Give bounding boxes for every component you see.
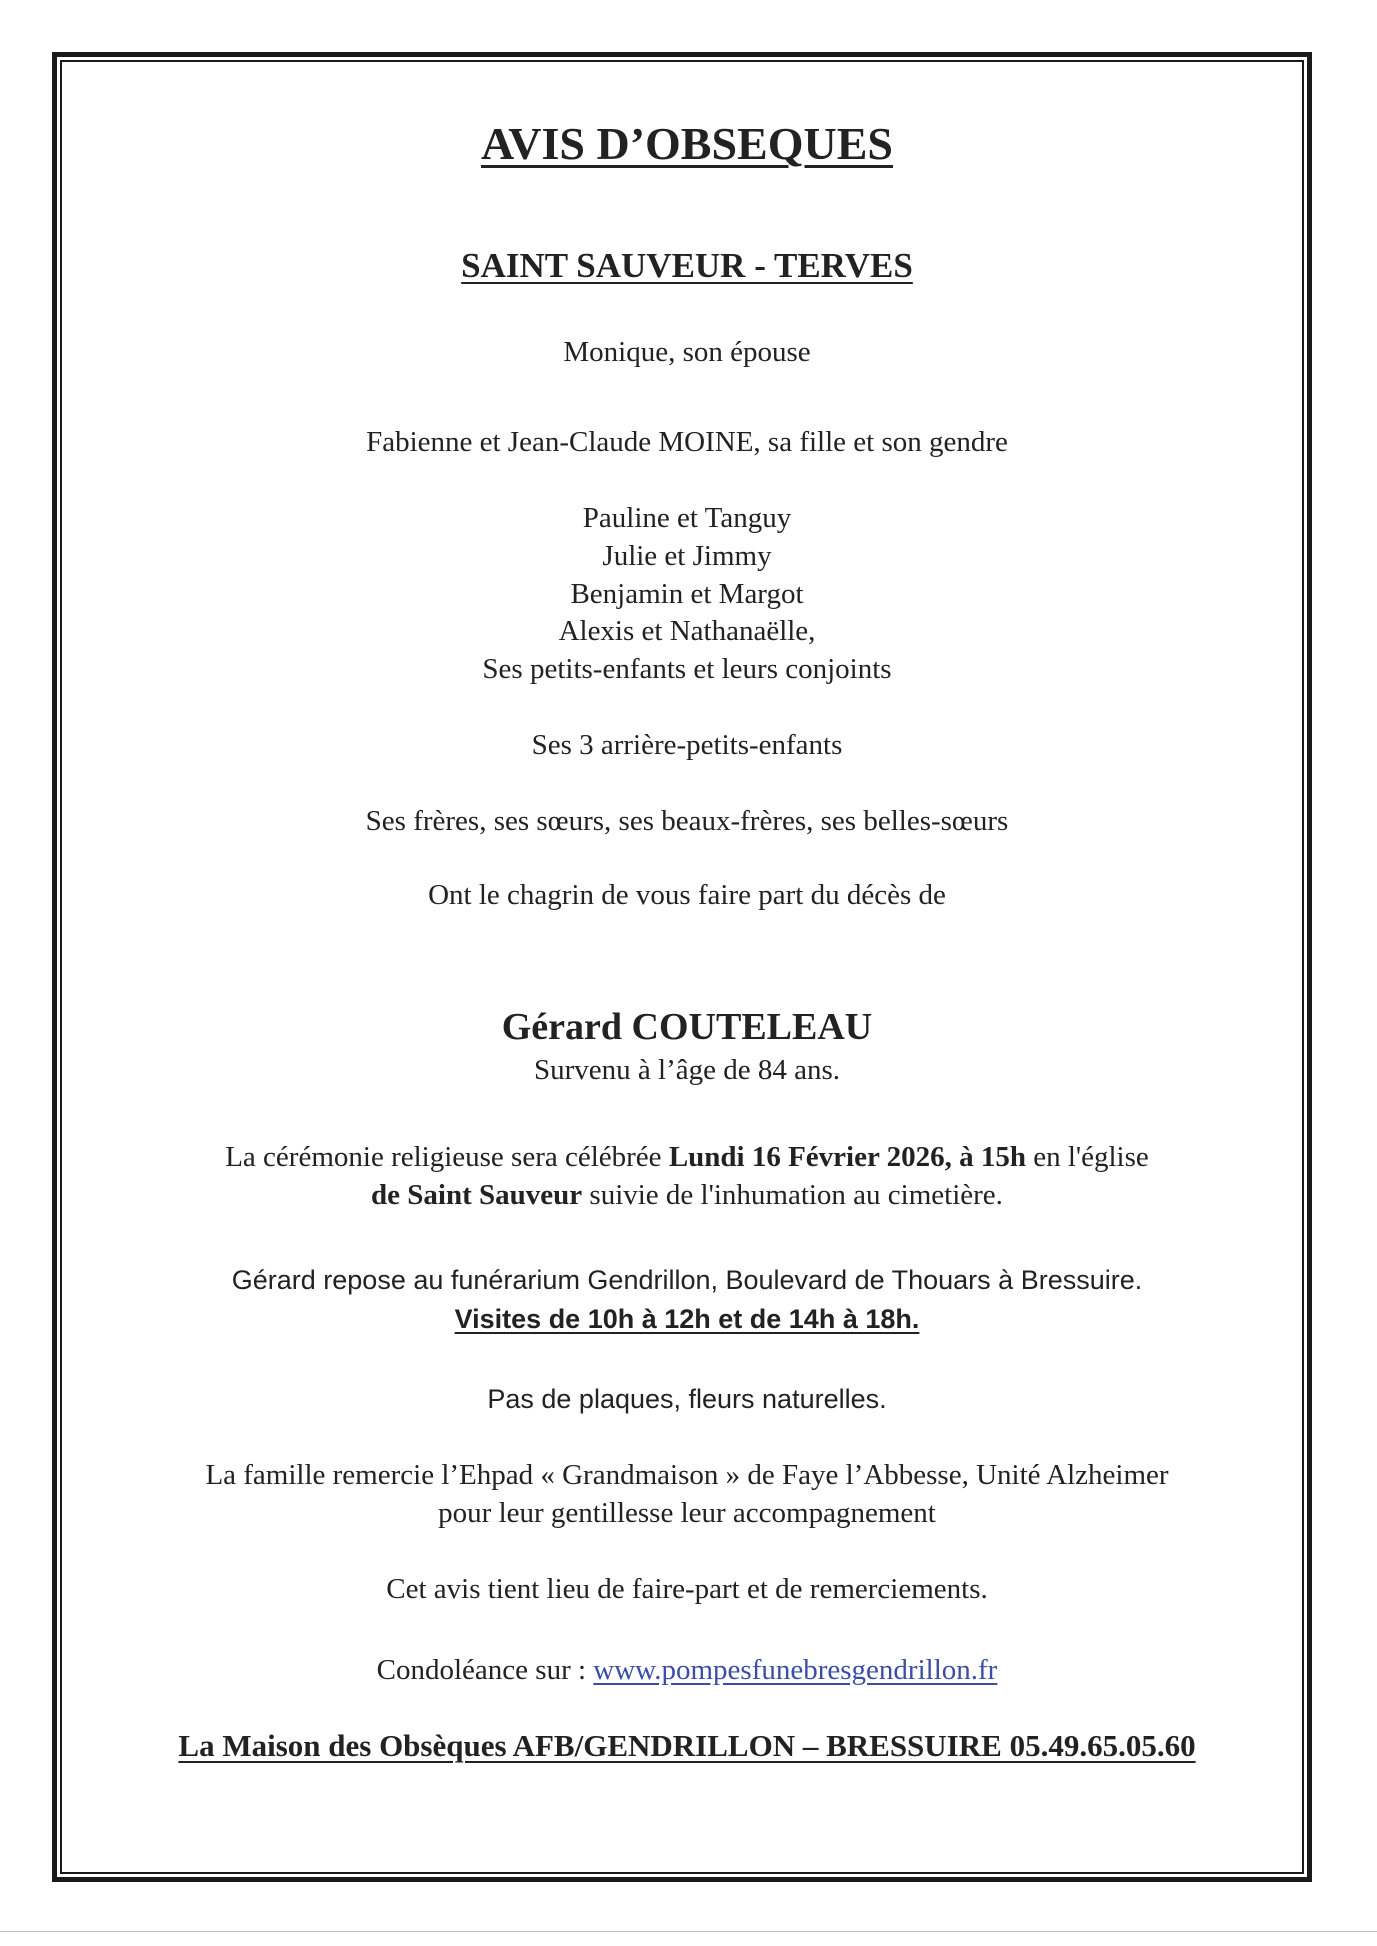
funerarium-line: Gérard repose au funérarium Gendrillon, Boulevard de Thouars à Bressuire. bbox=[231, 1265, 1143, 1295]
ceremony-line-1 bbox=[70, 1138, 1304, 1176]
condolence-line bbox=[70, 1651, 1304, 1689]
visits-line: Visites de 10h à 12h et de 14h à 18h. bbox=[454, 1304, 920, 1334]
ceremony-text: en l'église bbox=[1025, 1141, 1149, 1173]
grandchildren-line: Benjamin et Margot bbox=[570, 578, 804, 610]
condolence-link[interactable]: www.pompesfunebresgendrillon.fr bbox=[593, 1654, 998, 1686]
deceased-age: Survenu à l’âge de 84 ans. bbox=[533, 1054, 840, 1086]
daughter-line: Fabienne et Jean-Claude MOINE, sa fille et son gendre bbox=[366, 426, 1008, 458]
ceremony-date: Lundi 16 Février 2026, à 15h bbox=[668, 1141, 1026, 1173]
siblings-line: Ses frères, ses sœurs, ses beaux-frères, ses belles-sœurs bbox=[365, 805, 1009, 837]
announcement-line: Ont le chagrin de vous faire part du décès de bbox=[428, 879, 946, 911]
grandchildren-line: Alexis et Nathanaëlle, bbox=[558, 615, 816, 647]
condolence-label: Condoléance sur : bbox=[376, 1654, 594, 1686]
spouse-line: Monique, son épouse bbox=[563, 336, 811, 368]
thanks-line-2: pour leur gentillesse leur accompagnement bbox=[438, 1497, 936, 1529]
notice-line: Cet avis tient lieu de faire-part et de remerciements. bbox=[386, 1573, 988, 1605]
grandchildren-summary: Ses petits-enfants et leurs conjoints bbox=[482, 653, 892, 685]
footer-contact: La Maison des Obsèques AFB/GENDRILLON – BRESSUIRE 05.49.65.05.60 bbox=[178, 1728, 1196, 1763]
page-edge-divider bbox=[0, 1931, 1377, 1932]
great-grandchildren-line: Ses 3 arrière-petits-enfants bbox=[531, 729, 843, 761]
page-title: AVIS D’OBSEQUES bbox=[480, 118, 894, 169]
ceremony-text: La cérémonie religieuse sera célébrée bbox=[225, 1141, 669, 1173]
ceremony-text: suivie de l'inhumation au cimetière. bbox=[582, 1179, 1003, 1211]
ceremony-line-2 bbox=[70, 1176, 1304, 1214]
grandchildren-line: Julie et Jimmy bbox=[602, 540, 772, 572]
location-heading: SAINT SAUVEUR - TERVES bbox=[461, 246, 913, 285]
ceremony-church: de Saint Sauveur bbox=[371, 1179, 583, 1211]
grandchildren-line: Pauline et Tanguy bbox=[582, 502, 792, 534]
thanks-line-1: La famille remercie l’Ehpad « Grandmaison » de Faye l’Abbesse, Unité Alzheimer bbox=[205, 1459, 1169, 1491]
deceased-name: Gérard COUTELEAU bbox=[501, 1006, 873, 1048]
flowers-line: Pas de plaques, fleurs naturelles. bbox=[487, 1384, 887, 1414]
